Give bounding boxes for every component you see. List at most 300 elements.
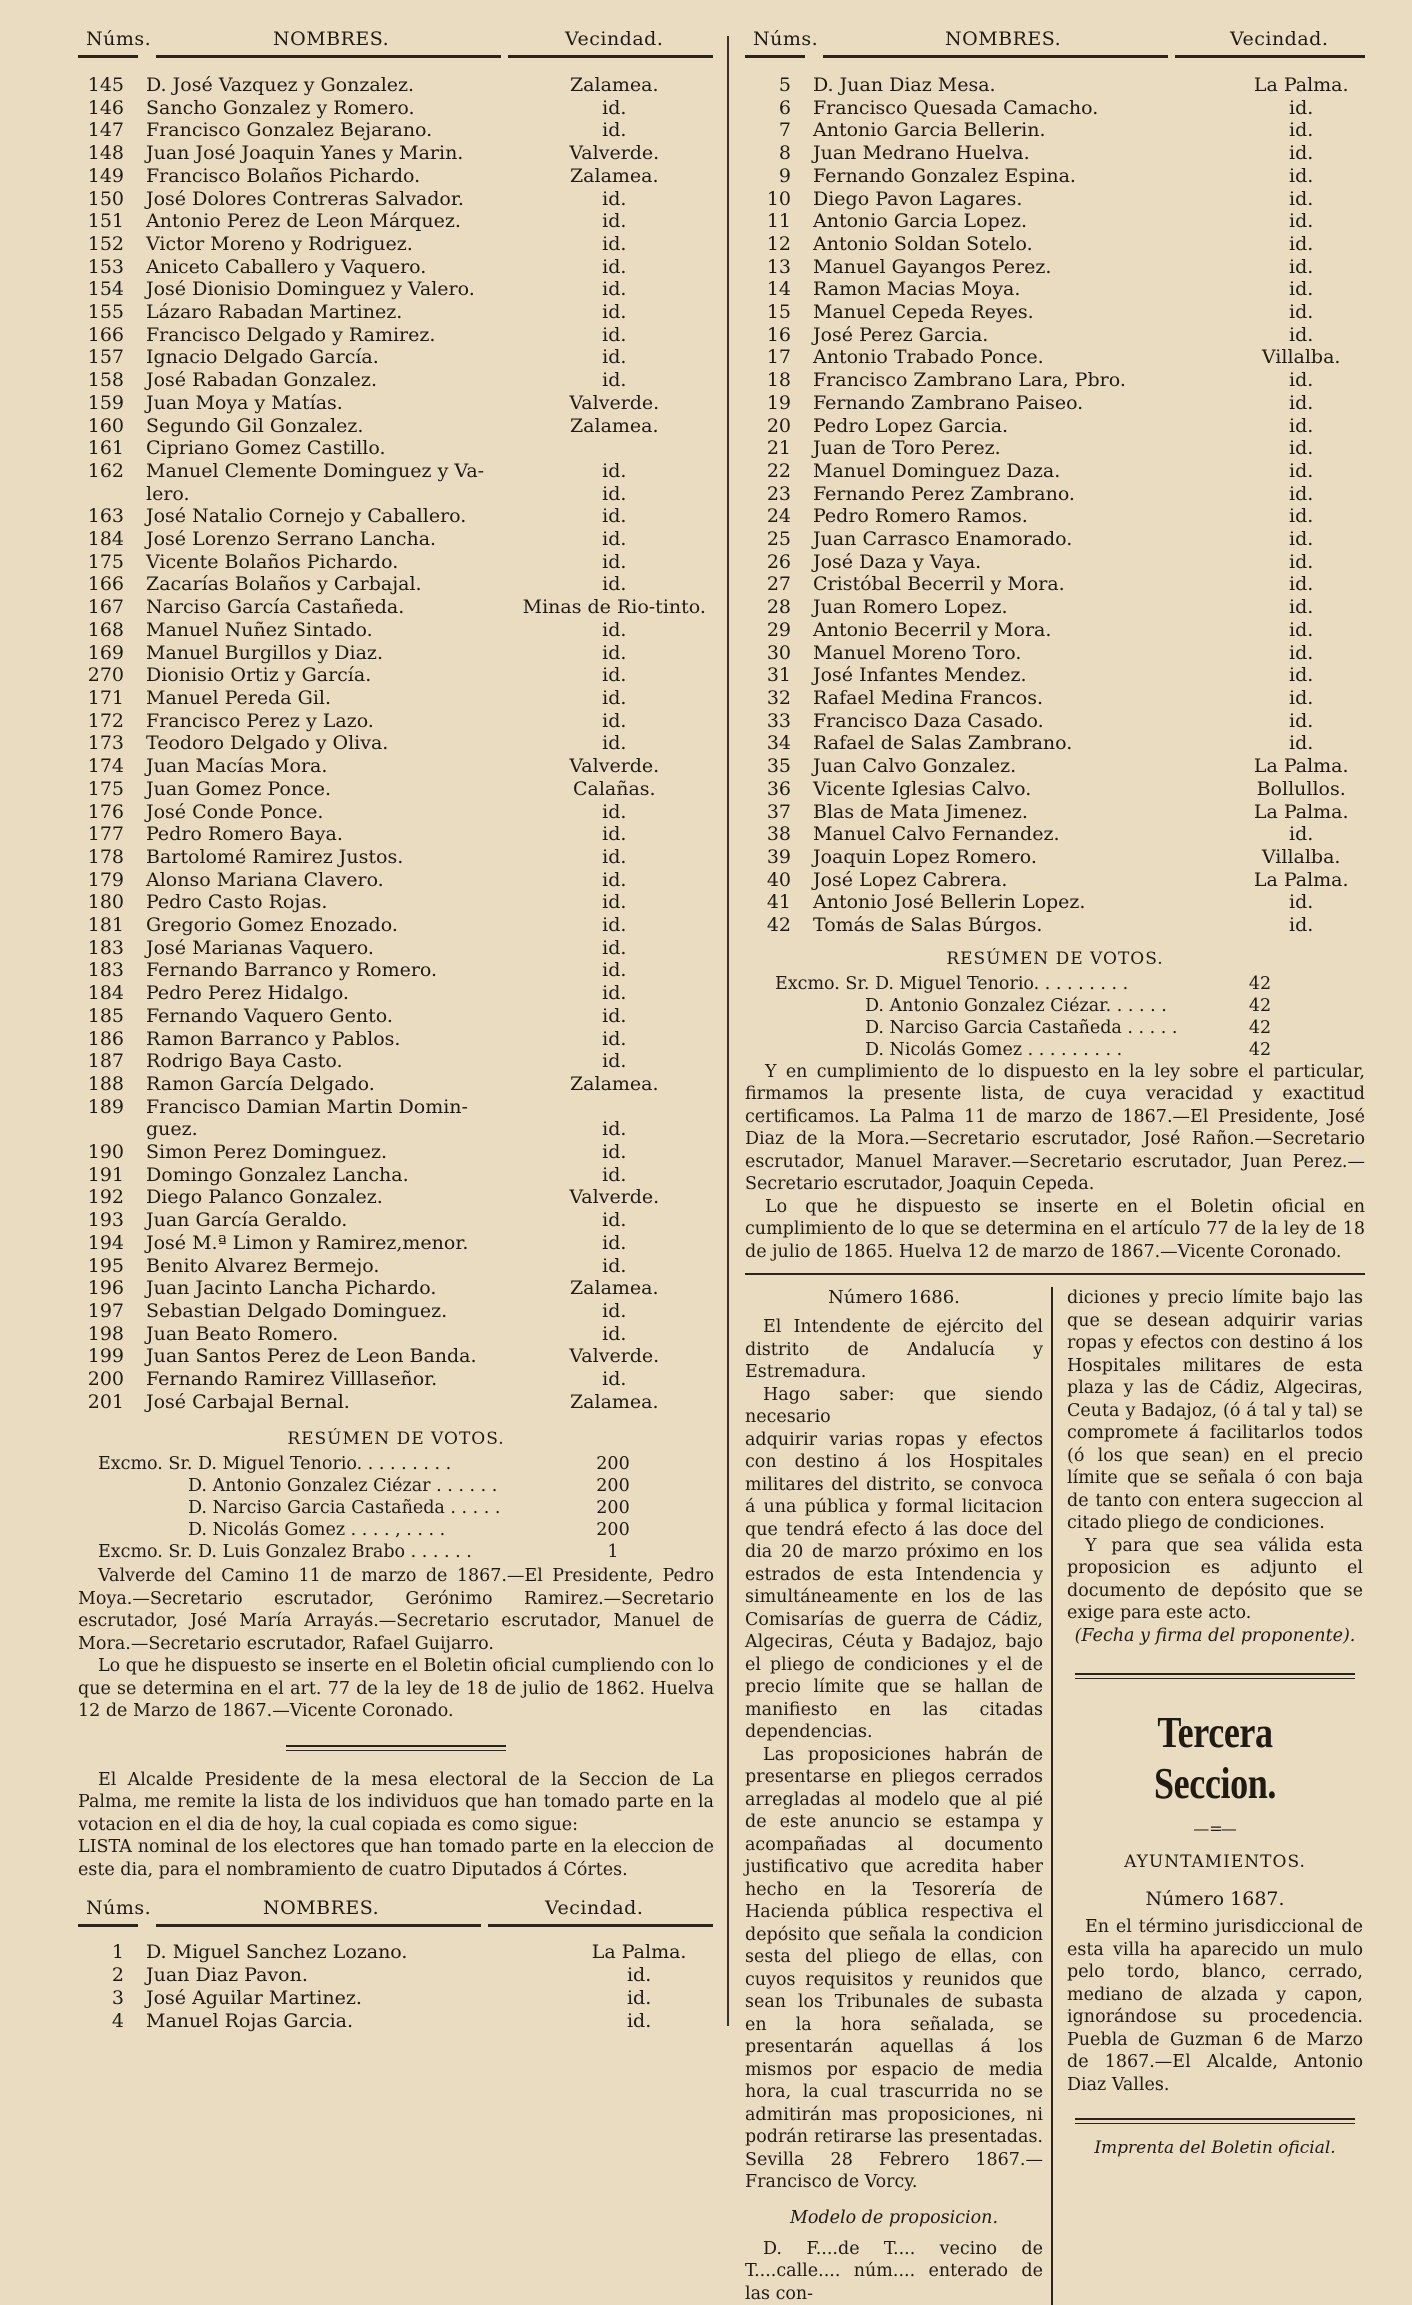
row-name: José Carbajal Bernal. bbox=[146, 1390, 350, 1413]
n1686-body: adquirir varias ropas y efectos con destino á los Hospitales militares del distrito, se convoca á una pública y formal licitacion que tendrá efecto á las doce del dia 20 de marzo próximo en los estrados de esta Intendencia y simultáneamente en los de las Comisarías de guerra de Cádiz, Algeciras, Céuta y Badajoz, bajo el pliego de condiciones y el de precio límite que se hallan de manifiesto en las citadas dependencias. bbox=[745, 1429, 1043, 1743]
table-row bbox=[745, 301, 1365, 324]
lp-table-header bbox=[78, 1895, 714, 1931]
row-vecindad: Valverde. bbox=[569, 755, 660, 778]
right-resumen-closing: Y en cumplimiento de lo dispuesto en la ley sobre el particular, firmamos la presente lista, de cuya veracidad y exactitud certificamos. La Palma 11 de marzo de 1867.—El Presidente, José Diaz de la Mora.—Secretario escrutador, José Rañon.—Secretario escrutador, Manuel Maraver.—Secretario escrutador, Juan Perez.—Secretario escrutador, Joaquin Cepeda. bbox=[745, 1061, 1365, 1195]
row-vecindad: id. bbox=[602, 982, 627, 1005]
row-name: José Daza y Vaya. bbox=[813, 550, 982, 573]
row-vecindad: id. bbox=[1289, 914, 1314, 937]
table-row bbox=[78, 97, 714, 120]
table-row bbox=[745, 324, 1365, 347]
row-number: 194 bbox=[87, 1231, 124, 1254]
row-name: D. Miguel Sanchez Lozano. bbox=[146, 1941, 408, 1964]
row-vecindad bbox=[515, 1096, 714, 1119]
row-vecindad: id. bbox=[602, 482, 627, 505]
row-vecindad: id. bbox=[602, 1027, 627, 1050]
row-name: guez. bbox=[146, 1118, 198, 1141]
row-vecindad: id. bbox=[1289, 164, 1314, 187]
row-number: 5 bbox=[778, 74, 791, 96]
resumen-label: Excmo. Sr. D. Miguel Tenorio. . . . . . . . . bbox=[98, 1454, 452, 1475]
table-row bbox=[78, 119, 714, 142]
row-vecindad: Bollullos. bbox=[1256, 777, 1346, 800]
row-name: Manuel Rojas Garcia. bbox=[146, 2009, 354, 2032]
row-name: Juan Romero Lopez. bbox=[813, 596, 1008, 619]
right-resumen-list bbox=[745, 973, 1305, 1061]
table-row bbox=[745, 392, 1365, 415]
row-name: Antonio Becerril y Mora. bbox=[813, 618, 1052, 641]
n1686-column bbox=[745, 1287, 1053, 2305]
row-vecindad: id. bbox=[1289, 414, 1314, 437]
row-name: Antonio Perez de Leon Márquez. bbox=[146, 210, 461, 233]
row-vecindad: id. bbox=[602, 323, 627, 346]
row-vecindad: Villalba. bbox=[1261, 845, 1341, 868]
row-vecindad: id. bbox=[1289, 119, 1314, 142]
resumen-line bbox=[98, 1475, 658, 1497]
row-vecindad: id. bbox=[602, 1050, 627, 1073]
row-number: 17 bbox=[766, 346, 791, 369]
row-name: Manuel Cepeda Reyes. bbox=[813, 301, 1034, 324]
table-row bbox=[78, 914, 714, 937]
row-number: 28 bbox=[766, 596, 791, 619]
right-voter-table bbox=[745, 74, 1365, 937]
row-name: Juan Diaz Pavon. bbox=[146, 1964, 308, 1987]
table-row bbox=[78, 1164, 714, 1187]
row-vecindad: id. bbox=[1289, 664, 1314, 687]
row-number: 14 bbox=[766, 278, 791, 301]
table-row bbox=[78, 346, 714, 369]
table-row bbox=[745, 346, 1365, 369]
section-rule bbox=[286, 1745, 506, 1751]
imprenta-line: Imprenta del Boletin oficial. bbox=[1094, 2138, 1336, 2159]
row-number: 34 bbox=[766, 732, 791, 755]
row-vecindad: id. bbox=[602, 618, 627, 641]
row-vecindad: id. bbox=[602, 959, 627, 982]
row-name: Aniceto Caballero y Vaquero. bbox=[146, 255, 427, 278]
row-vecindad: id. bbox=[602, 369, 627, 392]
row-name: Tomás de Salas Búrgos. bbox=[813, 914, 1043, 937]
row-name: Pedro Casto Rojas. bbox=[146, 891, 328, 914]
header-vecindad: Vecindad. bbox=[565, 28, 664, 50]
row-number bbox=[78, 1118, 138, 1141]
table-row bbox=[78, 959, 714, 982]
table-row bbox=[78, 256, 714, 279]
table-row bbox=[78, 1255, 714, 1278]
row-vecindad: id. bbox=[1289, 573, 1314, 596]
table-row bbox=[78, 210, 714, 233]
row-vecindad: id. bbox=[1289, 187, 1314, 210]
table-row bbox=[78, 982, 714, 1005]
row-vecindad: id. bbox=[602, 686, 627, 709]
row-number: 42 bbox=[766, 914, 791, 937]
table-row bbox=[745, 596, 1365, 619]
row-name: Zacarías Bolaños y Carbajal. bbox=[146, 573, 422, 596]
resumen-value: 42 bbox=[1248, 1017, 1272, 1038]
table-row bbox=[745, 437, 1365, 460]
row-number: 185 bbox=[87, 1004, 124, 1027]
row-number: 193 bbox=[87, 1209, 124, 1232]
table-row bbox=[745, 74, 1365, 97]
row-name: Francisco Delgado y Ramirez. bbox=[146, 323, 436, 346]
row-vecindad: Valverde. bbox=[569, 1186, 660, 1209]
resumen-label: D. Antonio Gonzalez Ciézar. . . . . . bbox=[865, 995, 1167, 1016]
header-rule bbox=[488, 1924, 713, 1927]
row-number bbox=[78, 483, 138, 506]
resumen-label: D. Nicolás Gomez . . . . , . . . . bbox=[188, 1520, 446, 1541]
row-vecindad: id. bbox=[602, 232, 627, 255]
row-vecindad: id. bbox=[626, 2009, 652, 2032]
resumen-line bbox=[775, 995, 1305, 1017]
resumen-line bbox=[775, 1017, 1305, 1039]
row-number: 39 bbox=[766, 845, 791, 868]
left-table-header bbox=[78, 26, 714, 62]
header-rule bbox=[78, 55, 138, 58]
table-row bbox=[78, 1300, 714, 1323]
left-resumen-list bbox=[78, 1453, 658, 1563]
row-vecindad: La Palma. bbox=[1253, 800, 1349, 823]
row-number: 19 bbox=[766, 391, 791, 414]
row-number: 11 bbox=[766, 210, 791, 233]
row-name: Lázaro Rabadan Martinez. bbox=[146, 301, 403, 324]
table-row bbox=[78, 778, 714, 801]
table-row bbox=[745, 142, 1365, 165]
resumen-value: 200 bbox=[596, 1520, 630, 1541]
table-row bbox=[745, 891, 1365, 914]
row-vecindad: id. bbox=[1289, 891, 1314, 914]
row-number: 188 bbox=[87, 1072, 124, 1095]
row-name: José Rabadan Gonzalez. bbox=[146, 369, 377, 392]
modelo-start: D. F....de T.... vecino de T....calle.... núm.... enterado de las con- bbox=[745, 2238, 1043, 2304]
table-row bbox=[745, 755, 1365, 778]
table-row bbox=[745, 415, 1365, 438]
row-number: 35 bbox=[766, 755, 791, 778]
row-name: Antonio José Bellerin Lopez. bbox=[813, 891, 1086, 914]
table-row bbox=[78, 573, 714, 596]
row-name: Simon Perez Dominguez. bbox=[146, 1141, 388, 1164]
table-row bbox=[78, 732, 714, 755]
row-name: Fernando Vaquero Gento. bbox=[146, 1004, 393, 1027]
row-name: Francisco Bolaños Pichardo. bbox=[146, 164, 421, 187]
left-resumen-closing: Valverde del Camino 11 de marzo de 1867.—El Presidente, Pedro Moya.—Secretario escrutador, Gerónimo Ramirez.—Secretario escrutador, José María Arrayás.—Secretario escrutador, Manuel de Mora.—Secretario escrutador, Rafael Guijarro. bbox=[78, 1566, 714, 1654]
row-vecindad: id. bbox=[602, 210, 627, 233]
row-vecindad: id. bbox=[602, 96, 627, 119]
la-palma-table-part1 bbox=[78, 1941, 714, 2032]
row-name: José Infantes Mendez. bbox=[813, 664, 1027, 687]
n1686-title: Número 1686. bbox=[828, 1287, 960, 1309]
row-vecindad: Villalba. bbox=[1261, 346, 1341, 369]
row-number: 172 bbox=[87, 709, 124, 732]
row-vecindad: La Palma. bbox=[1253, 868, 1349, 891]
table-row bbox=[78, 188, 714, 211]
row-number: 192 bbox=[87, 1186, 124, 1209]
row-number: 22 bbox=[766, 459, 791, 482]
n1687-title: Número 1687. bbox=[1145, 1888, 1285, 1911]
row-name: Manuel Burgillos y Diaz. bbox=[146, 641, 383, 664]
row-name: Fernando Gonzalez Espina. bbox=[813, 164, 1076, 187]
row-vecindad: id. bbox=[1289, 505, 1314, 528]
resumen-value: 200 bbox=[596, 1476, 630, 1497]
row-vecindad: id. bbox=[602, 1368, 627, 1391]
row-number: 181 bbox=[87, 914, 124, 937]
row-name: Domingo Gonzalez Lancha. bbox=[146, 1163, 409, 1186]
row-name: Francisco Damian Martin Domin- bbox=[146, 1095, 468, 1118]
table-row bbox=[78, 1118, 714, 1141]
left-column bbox=[78, 26, 714, 2032]
resumen-value: 200 bbox=[596, 1454, 630, 1475]
table-row bbox=[78, 1391, 714, 1414]
row-name: Juan Macías Mora. bbox=[146, 755, 328, 778]
row-number: 166 bbox=[87, 323, 124, 346]
header-rule bbox=[508, 55, 713, 58]
table-row bbox=[78, 1323, 714, 1346]
row-vecindad: Zalamea. bbox=[569, 1072, 659, 1095]
row-vecindad: id. bbox=[626, 1964, 652, 1987]
row-vecindad: id. bbox=[1289, 618, 1314, 641]
resumen-label: Excmo. Sr. D. Miguel Tenorio. . . . . . . . . bbox=[775, 973, 1129, 994]
row-number: 270 bbox=[87, 664, 124, 687]
row-name: Pedro Romero Ramos. bbox=[813, 505, 1028, 528]
row-name: José Marianas Vaquero. bbox=[146, 936, 374, 959]
row-vecindad: id. bbox=[602, 868, 627, 891]
row-number: 197 bbox=[87, 1299, 124, 1322]
table-row bbox=[78, 460, 714, 483]
table-row bbox=[78, 1964, 714, 1987]
table-row bbox=[745, 233, 1365, 256]
row-name: Pedro Perez Hidalgo. bbox=[146, 982, 349, 1005]
table-row bbox=[78, 1277, 714, 1300]
table-row bbox=[78, 437, 714, 460]
resumen-label: D. Nicolás Gomez . . . . . . . . . bbox=[865, 1039, 1123, 1060]
row-vecindad: id. bbox=[602, 1231, 627, 1254]
row-number: 147 bbox=[87, 119, 124, 142]
row-number: 10 bbox=[766, 187, 791, 210]
row-vecindad: id. bbox=[602, 573, 627, 596]
right-resumen-note: Lo que he dispuesto se inserte en el Boletin oficial en cumplimiento de lo que se determina en el artículo 77 de la ley de 18 de julio de 1865. Huelva 12 de marzo de 1867.—Vicente Coronado. bbox=[745, 1196, 1365, 1262]
row-number: 154 bbox=[87, 278, 124, 301]
row-name: Joaquin Lopez Romero. bbox=[813, 845, 1037, 868]
row-vecindad: id. bbox=[602, 301, 627, 324]
row-vecindad: id. bbox=[602, 505, 627, 528]
row-name: Juan Medrano Huelva. bbox=[813, 142, 1030, 165]
table-row bbox=[745, 732, 1365, 755]
row-vecindad: id. bbox=[602, 119, 627, 142]
row-name: Juan Carrasco Enamorado. bbox=[813, 528, 1073, 551]
row-name: Manuel Pereda Gil. bbox=[146, 686, 332, 709]
table-row bbox=[78, 891, 714, 914]
row-vecindad: id. bbox=[1289, 278, 1314, 301]
row-name: D. José Vazquez y Gonzalez. bbox=[146, 74, 415, 96]
n1687-text: En el término jurisdiccional de esta villa ha aparecido un mulo pelo tordo, blanco, cerrado, mediano de alzada y capon, ignorándose su procedencia. Puebla de Guzman 6 de Marzo de 1867.—El Alcalde, Antonio Diaz Valles. bbox=[1067, 1917, 1363, 2095]
row-number: 166 bbox=[87, 573, 124, 596]
row-vecindad: id. bbox=[602, 550, 627, 573]
table-row bbox=[745, 710, 1365, 733]
row-number: 13 bbox=[766, 255, 791, 278]
la-palma-intro: El Alcalde Presidente de la mesa electoral de la Seccion de La Palma, me remite la lista de los individuos que han tomado parte en la votacion en el dia de hoy, la cual copiada es como sigue: bbox=[78, 1769, 714, 1835]
row-vecindad: id. bbox=[602, 1004, 627, 1027]
row-name: Antonio Soldan Sotelo. bbox=[813, 232, 1033, 255]
table-row bbox=[78, 1987, 714, 2010]
row-vecindad: Zalamea. bbox=[569, 164, 659, 187]
resumen-label: D. Antonio Gonzalez Ciézar . . . . . . bbox=[188, 1476, 498, 1497]
row-vecindad: id. bbox=[602, 823, 627, 846]
row-vecindad: id. bbox=[1289, 369, 1314, 392]
row-name: Manuel Nuñez Sintado. bbox=[146, 618, 373, 641]
row-number: 195 bbox=[87, 1254, 124, 1277]
row-number: 184 bbox=[87, 982, 124, 1005]
table-row bbox=[745, 369, 1365, 392]
table-row bbox=[78, 687, 714, 710]
row-number: 173 bbox=[87, 732, 124, 755]
table-row bbox=[745, 210, 1365, 233]
table-row bbox=[78, 551, 714, 574]
row-number: 184 bbox=[87, 528, 124, 551]
row-vecindad: id. bbox=[602, 914, 627, 937]
row-number: 163 bbox=[87, 505, 124, 528]
row-number: 32 bbox=[766, 686, 791, 709]
resumen-line bbox=[775, 973, 1305, 995]
row-vecindad: id. bbox=[602, 936, 627, 959]
row-vecindad: id. bbox=[602, 1141, 627, 1164]
column-divider bbox=[727, 36, 729, 2026]
table-row bbox=[745, 256, 1365, 279]
row-name: Rafael de Salas Zambrano. bbox=[813, 732, 1073, 755]
row-number: 21 bbox=[766, 437, 791, 460]
row-vecindad: id. bbox=[602, 1299, 627, 1322]
row-vecindad: id. bbox=[626, 1986, 652, 2009]
row-name: Segundo Gil Gonzalez. bbox=[146, 414, 364, 437]
row-number: 4 bbox=[111, 2009, 124, 2032]
row-number: 146 bbox=[87, 96, 124, 119]
row-name: Benito Alvarez Bermejo. bbox=[146, 1254, 380, 1277]
table-row bbox=[78, 937, 714, 960]
table-row bbox=[78, 1368, 714, 1391]
row-vecindad: id. bbox=[1289, 255, 1314, 278]
row-vecindad: id. bbox=[602, 459, 627, 482]
row-number: 150 bbox=[87, 187, 124, 210]
table-row bbox=[78, 2010, 714, 2033]
row-name: Vicente Iglesias Calvo. bbox=[813, 777, 1032, 800]
table-row bbox=[78, 1941, 714, 1964]
row-vecindad: id. bbox=[602, 1322, 627, 1345]
row-name: Rodrigo Baya Casto. bbox=[146, 1050, 343, 1073]
row-number: 190 bbox=[87, 1141, 124, 1164]
row-vecindad bbox=[515, 437, 714, 460]
row-name: Victor Moreno y Rodriguez. bbox=[146, 232, 413, 255]
row-vecindad: id. bbox=[1289, 823, 1314, 846]
row-number: 158 bbox=[87, 369, 124, 392]
row-vecindad: id. bbox=[602, 1254, 627, 1277]
row-vecindad: id. bbox=[1289, 437, 1314, 460]
table-row bbox=[78, 664, 714, 687]
row-vecindad: Zalamea. bbox=[569, 414, 659, 437]
row-number: 9 bbox=[778, 164, 791, 187]
table-row bbox=[78, 1096, 714, 1119]
row-name: Fernando Zambrano Paiseo. bbox=[813, 391, 1084, 414]
row-name: Juan Santos Perez de Leon Banda. bbox=[146, 1345, 477, 1368]
row-name: Cipriano Gomez Castillo. bbox=[146, 437, 386, 460]
right-resumen-title: RESÚMEN DE VOTOS. bbox=[946, 948, 1164, 969]
table-row bbox=[78, 1073, 714, 1096]
row-name: Blas de Mata Jimenez. bbox=[813, 800, 1028, 823]
header-rule bbox=[1175, 55, 1365, 58]
table-row bbox=[745, 642, 1365, 665]
row-name: Juan José Joaquin Yanes y Marin. bbox=[146, 142, 464, 165]
row-vecindad: id. bbox=[602, 709, 627, 732]
row-number: 160 bbox=[87, 414, 124, 437]
row-number: 7 bbox=[778, 119, 791, 142]
row-number: 8 bbox=[778, 142, 791, 165]
row-number: 174 bbox=[87, 755, 124, 778]
row-number: 16 bbox=[766, 323, 791, 346]
row-name: Diego Palanco Gonzalez. bbox=[146, 1186, 383, 1209]
table-row bbox=[78, 801, 714, 824]
row-vecindad: id. bbox=[1289, 301, 1314, 324]
row-name: Sebastian Delgado Dominguez. bbox=[146, 1299, 448, 1322]
resumen-value: 1 bbox=[607, 1542, 619, 1563]
row-name: Francisco Perez y Lazo. bbox=[146, 709, 374, 732]
table-row bbox=[78, 74, 714, 97]
row-number: 20 bbox=[766, 414, 791, 437]
table-row bbox=[78, 1345, 714, 1368]
resumen-line bbox=[98, 1497, 658, 1519]
row-vecindad: id. bbox=[1289, 96, 1314, 119]
row-vecindad: Valverde. bbox=[569, 391, 660, 414]
row-vecindad: id. bbox=[602, 664, 627, 687]
table-row bbox=[78, 278, 714, 301]
row-number: 161 bbox=[87, 437, 124, 460]
row-name: Manuel Moreno Toro. bbox=[813, 641, 1022, 664]
table-row bbox=[78, 1209, 714, 1232]
row-name: José Dionisio Dominguez y Valero. bbox=[146, 278, 475, 301]
row-number: 29 bbox=[766, 618, 791, 641]
table-row bbox=[78, 869, 714, 892]
row-name: José M.ª Limon y Ramirez,menor. bbox=[146, 1231, 469, 1254]
row-name: Manuel Dominguez Daza. bbox=[813, 459, 1061, 482]
modelo-cont: diciones y precio límite bajo las que se desean adquirir varias ropas y efectos con destino á los Hospitales militares de esta plaza y las de Cádiz, Algeciras, Ceuta y Badajoz, (ó á tal y tal) se compromete á facilitarlos todos (ó los que sean) en el precio límite que se señala ó con baja de tanto con entera sugeccion al citado pliego de condiciones. bbox=[1067, 1288, 1363, 1534]
table-row bbox=[78, 823, 714, 846]
row-vecindad: id. bbox=[602, 845, 627, 868]
row-name: Bartolomé Ramirez Justos. bbox=[146, 845, 404, 868]
resumen-value: 200 bbox=[596, 1498, 630, 1519]
row-vecindad: id. bbox=[1289, 732, 1314, 755]
row-name: Teodoro Delgado y Oliva. bbox=[146, 732, 389, 755]
header-rule bbox=[78, 1924, 138, 1927]
row-number: 179 bbox=[87, 868, 124, 891]
table-row bbox=[78, 301, 714, 324]
row-name: Vicente Bolaños Pichardo. bbox=[146, 550, 399, 573]
table-row bbox=[78, 1141, 714, 1164]
row-number: 178 bbox=[87, 845, 124, 868]
header-nums: Núms. bbox=[86, 28, 152, 50]
row-number: 155 bbox=[87, 301, 124, 324]
table-row bbox=[78, 528, 714, 551]
row-name: Alonso Mariana Clavero. bbox=[146, 868, 384, 891]
row-vecindad: id. bbox=[1289, 528, 1314, 551]
row-number: 186 bbox=[87, 1027, 124, 1050]
row-name: José Conde Ponce. bbox=[146, 800, 324, 823]
row-number: 199 bbox=[87, 1345, 124, 1368]
table-row bbox=[745, 483, 1365, 506]
modelo-column bbox=[1053, 1287, 1363, 2305]
row-vecindad: Zalamea. bbox=[569, 1390, 659, 1413]
row-number: 151 bbox=[87, 210, 124, 233]
row-vecindad: id. bbox=[602, 641, 627, 664]
row-number: 201 bbox=[87, 1390, 124, 1413]
table-row bbox=[78, 369, 714, 392]
table-row bbox=[745, 823, 1365, 846]
ayuntamientos-heading: AYUNTAMIENTOS. bbox=[1124, 1852, 1306, 1873]
table-row bbox=[745, 914, 1365, 937]
row-vecindad: id. bbox=[602, 528, 627, 551]
resumen-label: Excmo. Sr. D. Luis Gonzalez Brabo . . . . . . bbox=[98, 1542, 472, 1563]
